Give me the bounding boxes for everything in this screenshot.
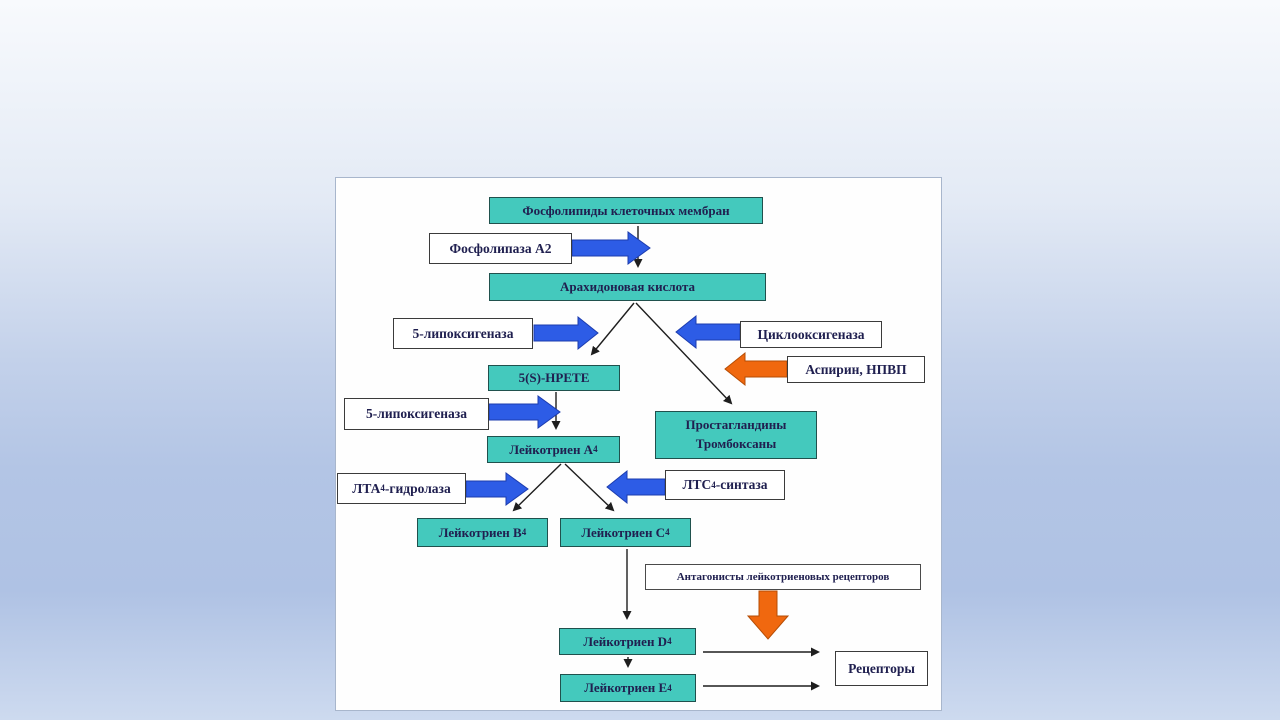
label-leukotriene-receptor-antagonists	[645, 564, 921, 590]
label-phospholipase-a2	[429, 233, 572, 264]
label-cyclooxygenase	[740, 321, 882, 348]
node-arachidonic-acid	[489, 273, 766, 301]
label-5-lipoxygenase-1-text: 5-липоксигеназа	[412, 325, 514, 341]
node-arachidonic-acid-label: Арахидоновая кислота	[559, 279, 696, 294]
node-prostaglandins-line1: Простагландины	[685, 417, 787, 433]
node-leukotriene-d4-sub: 4	[667, 636, 672, 646]
label-5-lipoxygenase-2	[344, 398, 489, 430]
label-aspirin-nsaid	[787, 356, 925, 383]
node-leukotriene-e4	[560, 674, 696, 702]
node-leukotriene-c4-label: Лейкотриен С	[581, 524, 666, 540]
node-hpete-label: 5(S)-HPETE	[518, 370, 590, 385]
node-leukotriene-e4-label: Лейкотриен Е	[584, 680, 668, 695]
label-lta4-hydrolase-sub: 4	[380, 483, 385, 493]
label-lta4-hydrolase	[337, 473, 466, 504]
node-leukotriene-a4-sub: 4	[593, 444, 598, 454]
label-5-lipoxygenase-2-text: 5-липоксигеназа	[366, 406, 467, 421]
node-leukotriene-c4	[560, 518, 691, 547]
node-leukotriene-d4	[559, 628, 696, 655]
node-leukotriene-b4-sub: 4	[521, 527, 527, 537]
label-ltc4-synthase	[665, 470, 785, 500]
label-leukotriene-receptor-antagonists-text: Антагонисты лейкотриеновых рецепторов	[676, 571, 890, 583]
label-phospholipase-a2-text: Фосфолипаза А2	[449, 240, 552, 256]
label-receptors	[835, 651, 928, 686]
label-lta4-hydrolase-post: -гидролаза	[384, 480, 451, 496]
node-phospholipids-label: Фосфолипиды клеточных мембран	[522, 202, 730, 218]
node-leukotriene-b4	[417, 518, 548, 547]
label-ltc4-synthase-sub: 4	[711, 479, 716, 490]
node-phospholipids	[489, 197, 763, 224]
node-leukotriene-b4-label: Лейкотриен В	[438, 524, 522, 540]
node-prostaglandins-thromboxanes	[655, 411, 817, 459]
label-cyclooxygenase-text: Циклооксигеназа	[757, 326, 865, 342]
label-5-lipoxygenase-1	[393, 318, 533, 349]
label-receptors-text: Рецепторы	[848, 660, 915, 676]
label-ltc4-synthase-post: -синтаза	[715, 477, 768, 492]
node-leukotriene-e4-sub: 4	[667, 682, 672, 693]
label-lta4-hydrolase-pre: ЛТА	[352, 480, 381, 496]
node-prostaglandins-line2: Тромбоксаны	[695, 436, 777, 451]
label-aspirin-nsaid-text: Аспирин, НПВП	[805, 361, 907, 377]
node-leukotriene-c4-sub: 4	[665, 527, 670, 537]
label-ltc4-synthase-pre: ЛТС	[682, 477, 712, 492]
node-leukotriene-a4-label: Лейкотриен А	[509, 441, 594, 457]
node-leukotriene-d4-label: Лейкотриен D	[583, 633, 668, 649]
node-leukotriene-a4	[487, 436, 620, 463]
node-hpete	[488, 365, 620, 391]
